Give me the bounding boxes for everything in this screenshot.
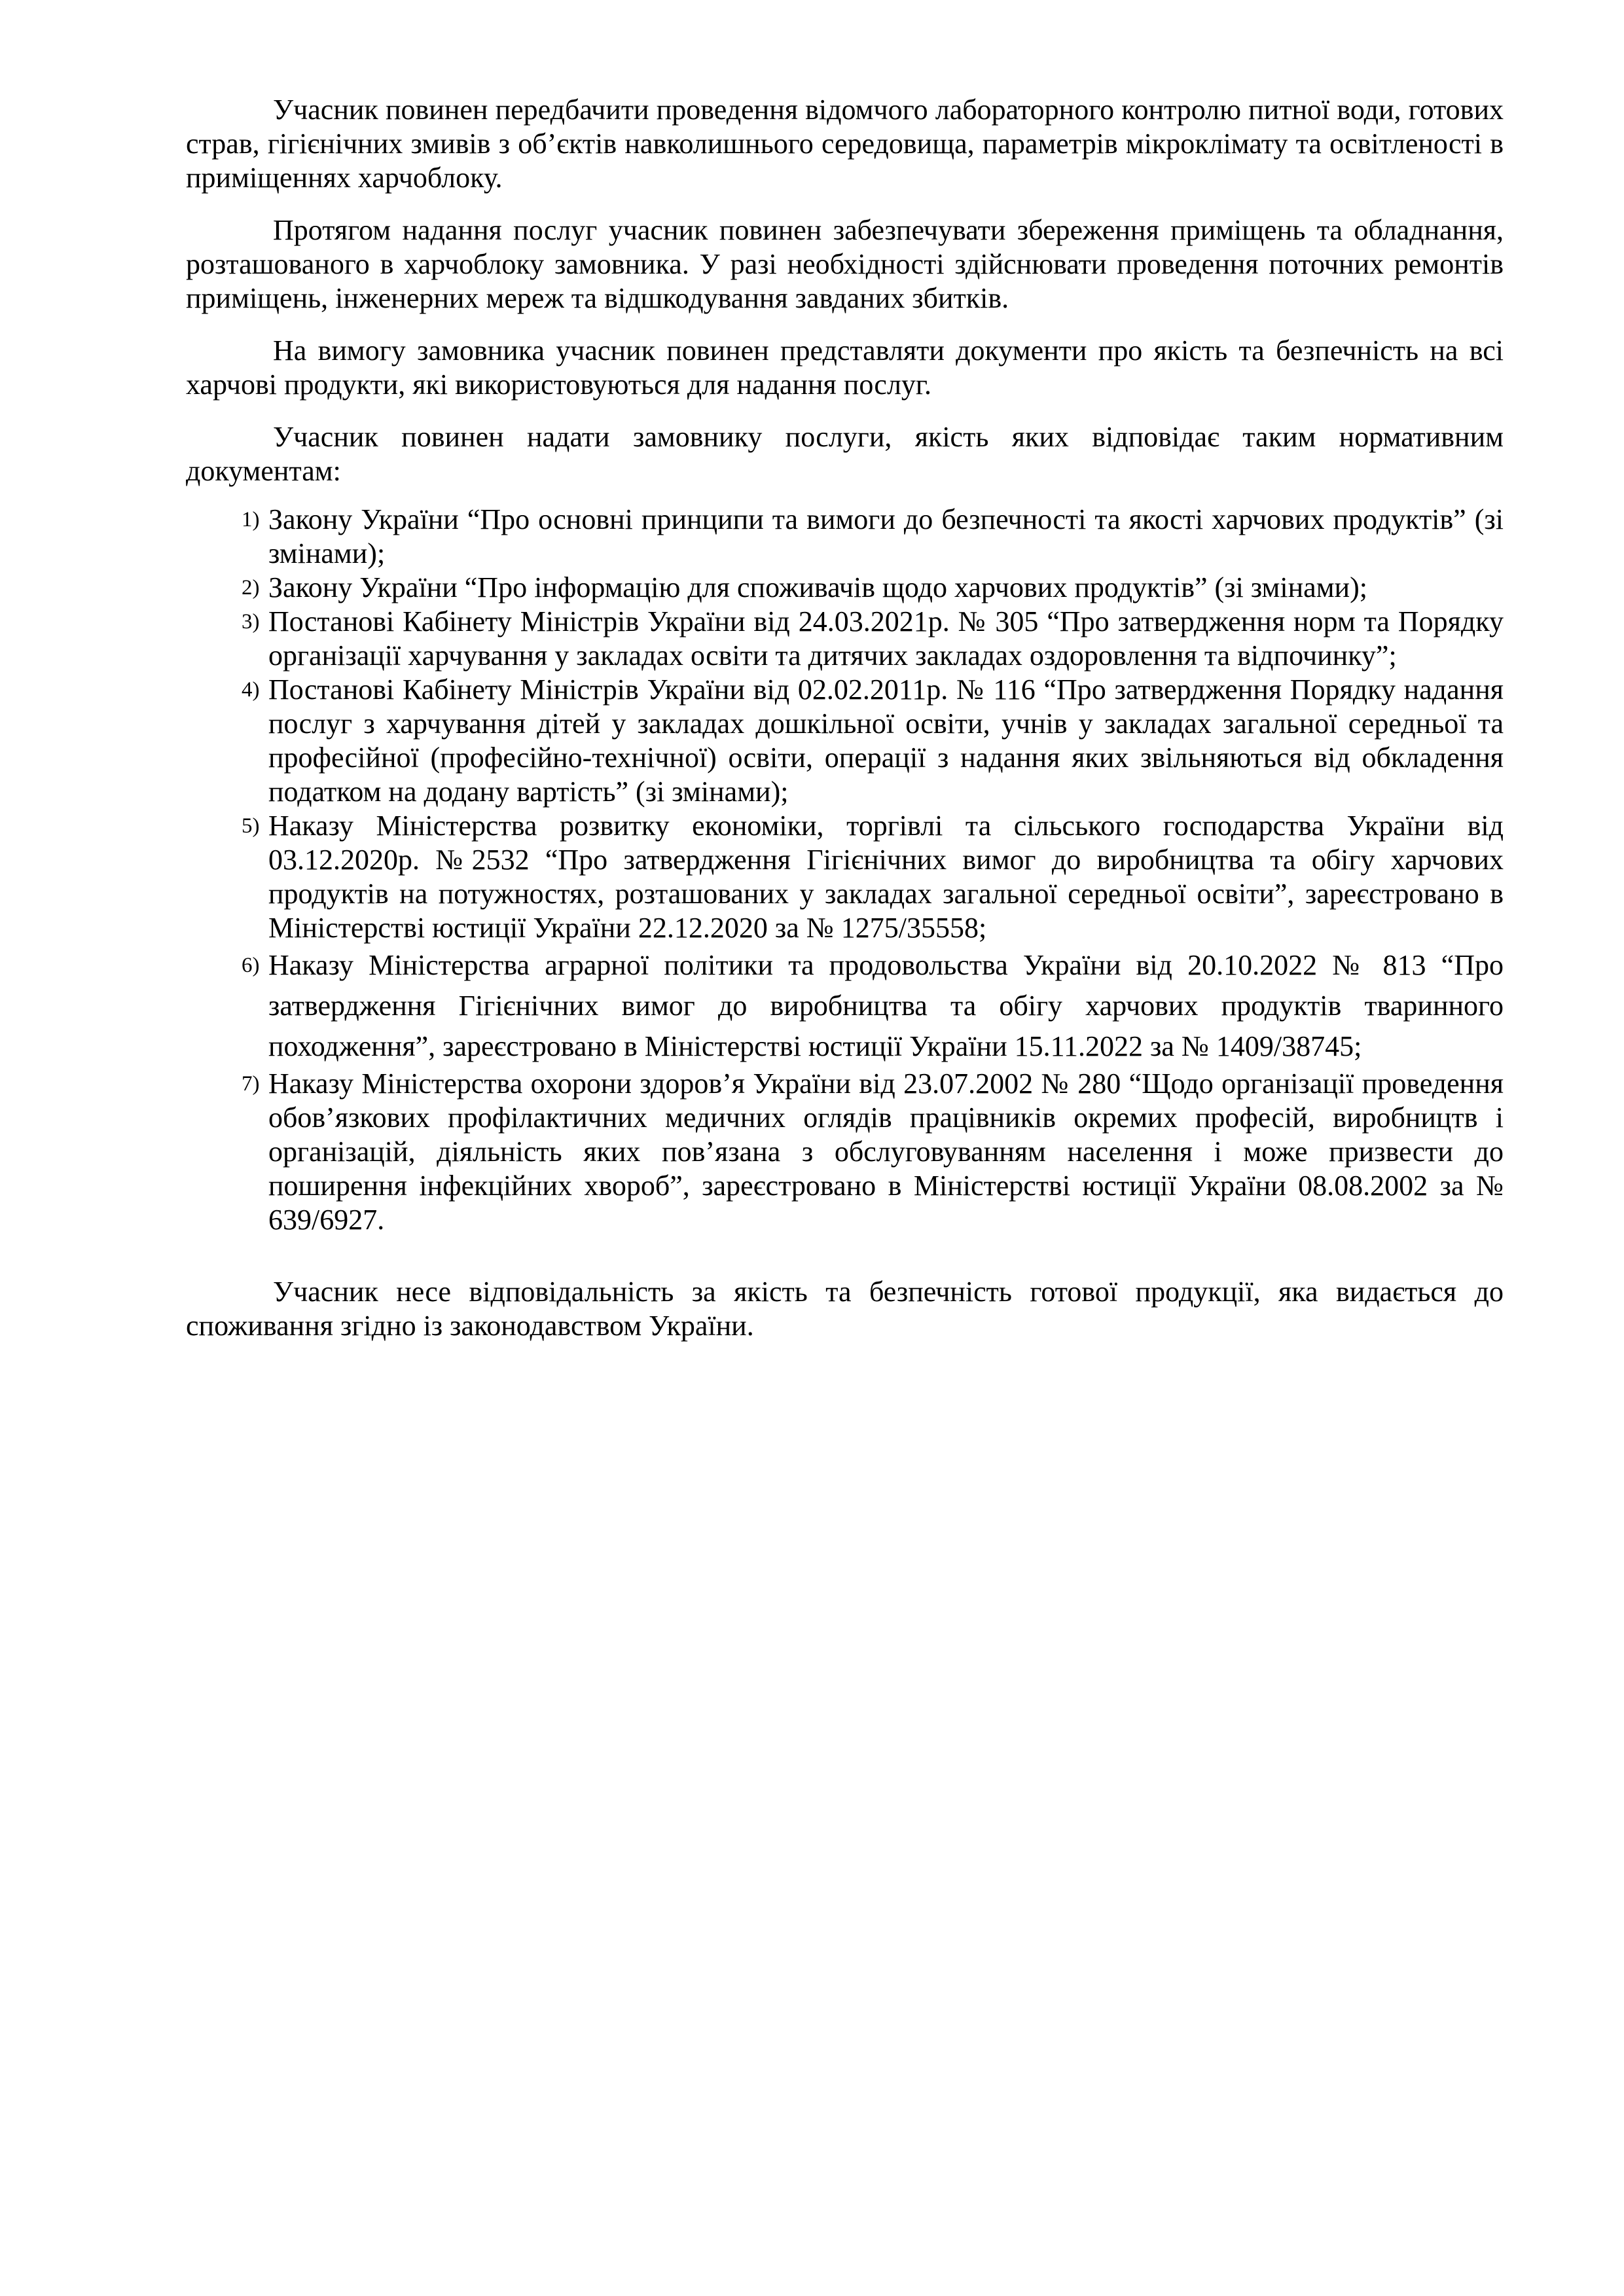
list-item-text: Постанові Кабінету Міністрів України від 24.03.2021р. № 305 “Про затвердження норм та Порядку організації харчування у закладах освіти та дитячих закладах оздоровлення та відпочинку”;: [268, 605, 1504, 672]
list-item-number: 2): [242, 576, 260, 600]
list-item: [186, 1067, 1504, 1237]
paragraph-lab-control: Учасник повинен передбачити проведення відомчого лабораторного контролю питної води, готових страв, гігієнічних змивів з об’єктів навколишнього середовища, параметрів мікроклімату та освітленості в приміщеннях харчоблоку.: [186, 94, 1504, 194]
list-item-text: Наказу Міністерства охорони здоров’я України від 23.07.2002 № 280 “Щодо організації проведення обов’язкових профілактичних медичних оглядів працівників окремих професій, виробництв і організацій, діяльність яких пов’язана з обслуговуванням населення і може призвести до поширення інфекційних хвороб”, зареєстровано в Міністерстві юстиції України 08.08.2002 за № 639/6927.: [268, 1067, 1504, 1236]
list-item-text: Наказу Міністерства аграрної політики та продовольства України від 20.10.2022 № 813 “Про затвердження Гігієнічних вимог до виробництва та обігу харчових продуктів тваринного походження”, зареєстровано в Міністерстві юстиції України 15.11.2022 за № 1409/38745;: [268, 949, 1504, 1062]
paragraph-liability: Учасник несе відповідальність за якість та безпечність готової продукції, яка видається до споживання згідно із законодавством України.: [186, 1276, 1504, 1342]
list-item: [186, 605, 1504, 673]
list-item-number: 3): [242, 610, 260, 634]
list-item-number: 6): [242, 954, 260, 977]
document-page: [186, 93, 1504, 1361]
list-item-text: Закону України “Про інформацію для споживачів щодо харчових продуктів” (зі змінами);: [268, 571, 1367, 603]
paragraph-quality-documents: На вимогу замовника учасник повинен представляти документи про якість та безпечність на всі харчові продукти, які використовуються для надання послуг.: [186, 334, 1504, 401]
list-item-text: Постанові Кабінету Міністрів України від 02.02.2011р. № 116 “Про затвердження Порядку надання послуг з харчування дітей у закладах дошкільної освіти, учнів у закладах загальної середньої та професійної (професійно-технічної) освіти, операції з надання яких звільняються від обкладення податком на додану вартість” (зі змінами);: [268, 673, 1504, 808]
normative-documents-list: [186, 503, 1504, 1237]
list-item: [186, 809, 1504, 945]
paragraph-normative-intro: Учасник повинен надати замовнику послуги, якість яких відповідає таким нормативним документам:: [186, 421, 1504, 487]
list-item: [186, 945, 1504, 1067]
list-item: [186, 571, 1504, 605]
paragraph-premises-maintenance: Протягом надання послуг учасник повинен забезпечувати збереження приміщень та обладнання, розташованого в харчоблоку замовника. У разі необхідності здійснювати проведення поточних ремонтів приміщень, інженерних мереж та відшкодування завданих збитків.: [186, 214, 1504, 314]
list-item-number: 7): [242, 1072, 260, 1096]
list-item-text: Закону України “Про основні принципи та вимоги до безпечності та якості харчових продуктів” (зі змінами);: [268, 503, 1504, 569]
list-item-number: 4): [242, 678, 260, 702]
list-item: [186, 673, 1504, 809]
list-item-number: 5): [242, 814, 260, 838]
list-item: [186, 503, 1504, 571]
list-item-number: 1): [242, 508, 260, 531]
list-item-text: Наказу Міністерства розвитку економіки, торгівлі та сільського господарства України від 03.12.2020р. №2532 “Про затвердження Гігієнічних вимог до виробництва та обігу харчових продуктів на потужностях, розташованих у закладах загальної середньої освіти”, зареєстровано в Міністерстві юстиції України 22.12.2020 за № 1275/35558;: [268, 810, 1504, 944]
